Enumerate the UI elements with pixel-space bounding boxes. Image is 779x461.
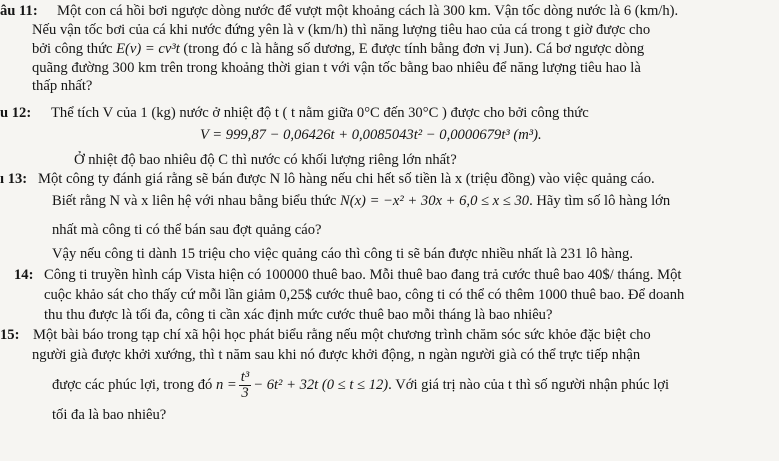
q14-label: 14: [14, 267, 34, 283]
q13-line4: Vậy nếu công ti dành 15 triệu cho việc quảng cáo thì công ti sẽ bán được nhiều nhất là 231 lô hàng. [52, 246, 633, 262]
q15-fraction-denominator: 3 [241, 385, 249, 401]
q14-line1: Công ti truyền hình cáp Vista hiện có 100000 thuê bao. Mỗi thuê bao đang trả cước thuê bao 40$/ tháng. Một [44, 267, 682, 283]
q11-line3-end: (trong đó c là hằng số dương, E được tính bằng đơn vị Jun). Cá bơ ngược dòng [179, 41, 645, 57]
q13-line1: Một công ty đánh giá rằng sẽ bán được N lô hàng nếu chi hết số tiền là x (triệu đồng) vào việc quảng cáo. [38, 171, 655, 187]
q15-fraction-numerator: t³ [240, 369, 250, 385]
q13-formula: N(x) = −x² + 30x + 6,0 ≤ x ≤ 30 [339, 193, 530, 209]
q11-formula: E(v) = cv³t [116, 41, 180, 57]
q13-line2-end: . Hãy tìm số lô hàng lớn [529, 193, 671, 209]
q14-line3: thu thu được là tối đa, công ti cần xác định mức cước thuê bao mỗi tháng là bao nhiêu? [44, 307, 553, 323]
q15-line4: tối đa là bao nhiêu? [52, 407, 167, 423]
q11-line1: Một con cá hồi bơi ngược dòng nước để vượt một khoảng cách là 300 km. Vận tốc dòng nước là 6 (km/h). [57, 3, 679, 19]
q12-label: u 12: [0, 105, 32, 121]
q13-label: ı 13: [0, 171, 28, 187]
q15-line1: Một bài báo trong tạp chí xã hội học phát biểu rằng nếu một chương trình chăm sóc sức khỏe đặc biệt cho [33, 327, 651, 343]
q11-line2: Nếu vận tốc bơi của cá khi nước đứng yên là v (km/h) thì năng lượng tiêu hao của cá trong t giờ được cho [32, 22, 651, 38]
q13-line2 [52, 192, 670, 210]
q15-label: 15: [0, 327, 20, 343]
q12-line3: Ở nhiệt độ bao nhiêu độ C thì nước có khối lượng riêng lớn nhất? [74, 152, 457, 168]
q15-fraction [239, 370, 251, 401]
q15-formula-rhs: − 6t² + 32t (0 ≤ t ≤ 12) [253, 376, 389, 393]
q13-line2-start: Biết rằng N và x liên hệ với nhau bằng biểu thức [52, 193, 340, 209]
q15-line2: người già được khởi xướng, thì t năm sau khi nó được khởi động, n ngàn người già có thể trực tiếp nhận [32, 347, 641, 363]
q14-line2: cuộc khảo sát cho thấy cứ mỗi lần giảm 0,25$ cước thuê bao, công ti có thể có thêm 1000 thuê bao. Để doanh [44, 287, 685, 303]
q11-line3 [32, 40, 644, 58]
q15-line3-end: . Với giá trị nào của t thì số người nhận phúc lợi [388, 376, 670, 393]
q15-line3 [52, 370, 669, 401]
q11-line3-start: bởi công thức [32, 41, 117, 57]
q15-line3-start: được các phúc lợi, trong đó [52, 376, 216, 393]
q13-line3: nhất mà công ti có thể bán sau đợt quảng cáo? [52, 222, 322, 238]
q15-formula-lhs: n = [215, 376, 237, 393]
q12-formula: V = 999,87 − 0,06426t + 0,0085043t² − 0,0000679t³ (m³). [200, 127, 542, 143]
q11-line4: quãng đường 300 km trên trong khoảng thời gian t với vận tốc bằng bao nhiêu để năng lượng tiêu hao là [32, 60, 641, 76]
q11-line5: thấp nhất? [32, 78, 93, 94]
q11-label: âu 11: [0, 3, 38, 19]
q12-line1: Thể tích V của 1 (kg) nước ở nhiệt độ t ( t nằm giữa 0°C đến 30°C ) được cho bởi công thức [51, 105, 589, 121]
